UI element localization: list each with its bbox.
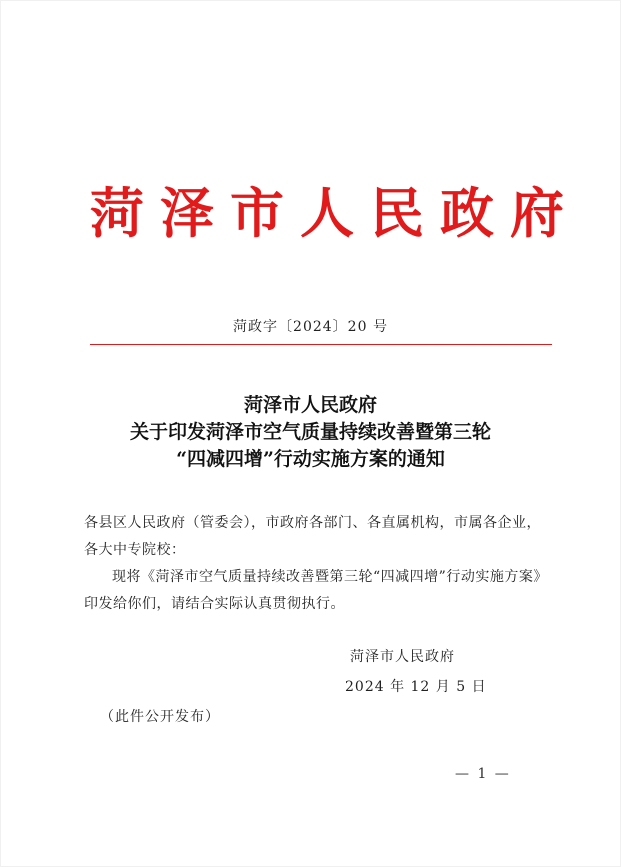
issue-date: 2024 年 12 月 5 日 (345, 679, 487, 695)
document-number: 菏政字〔2024〕20 号 (233, 319, 388, 335)
red-divider-line (90, 344, 552, 345)
issuer-signature: 菏泽市人民政府 (350, 649, 455, 665)
notice-title-line-2: 关于印发菏泽市空气质量持续改善暨第三轮 (129, 421, 491, 443)
notice-title-line-3: “四减四增”行动实施方案的通知 (176, 448, 445, 470)
notice-title (0, 392, 621, 473)
recipients-text: 各县区人民政府（管委会），市政府各部门、各直属机构，市属各企业，各大中专院校： (84, 515, 541, 558)
publish-note: （此件公开发布） (100, 709, 220, 725)
page-number: — 1 — (455, 766, 511, 782)
letterhead-title: 菏泽市人民政府 (90, 181, 580, 245)
notice-body (84, 510, 544, 618)
body-paragraph: 现将《菏泽市空气质量持续改善暨第三轮“四减四增”行动实施方案》印发给你们，请结合实际认真贯彻执行。 (84, 569, 541, 612)
notice-title-line-1: 菏泽市人民政府 (243, 394, 377, 416)
